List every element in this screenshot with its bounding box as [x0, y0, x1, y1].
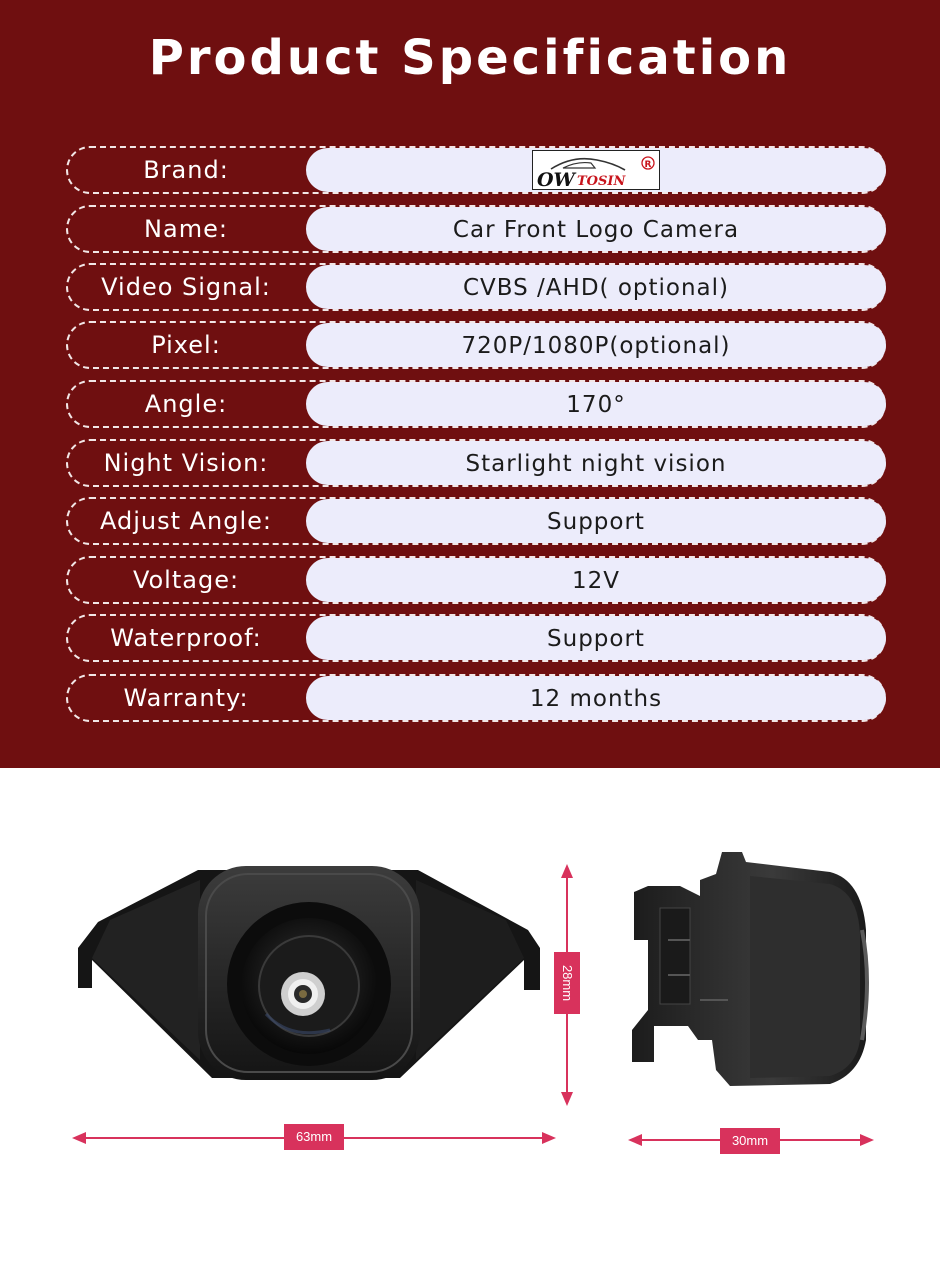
spec-label: Brand: [143, 156, 229, 184]
spec-row-adjust-angle [66, 497, 886, 545]
spec-row-night-vision [66, 439, 886, 487]
brand-logo [532, 150, 660, 190]
svg-text:R: R [644, 160, 652, 170]
spec-label: Adjust Angle: [99, 507, 273, 535]
product-photo-section [0, 768, 940, 1275]
spec-value-pill [306, 616, 886, 660]
spec-row-voltage [66, 556, 886, 604]
spec-value-pill [306, 148, 886, 192]
spec-value-pill [306, 676, 886, 720]
height-dimension-text: 28mm [560, 964, 575, 1002]
spec-row-name [66, 205, 886, 253]
spec-value: CVBS /AHD( optional) [462, 275, 730, 301]
camera-side-view [632, 852, 867, 1086]
height-dimension-label [554, 952, 580, 1014]
depth-dimension-label: 30mm [720, 1128, 780, 1154]
spec-value: Car Front Logo Camera [452, 217, 740, 243]
camera-front-view [78, 866, 540, 1080]
spec-label: Warranty: [123, 684, 249, 712]
spec-value: Support [547, 509, 645, 535]
spec-row-waterproof [66, 614, 886, 662]
spec-value-pill [306, 207, 886, 251]
spec-value: 12 months [529, 686, 663, 712]
spec-value: 720P/1080P(optional) [461, 333, 731, 359]
spec-value-pill [306, 265, 886, 309]
spec-value: Starlight night vision [465, 451, 727, 477]
camera-drawing [0, 768, 940, 1275]
spec-value-pill [306, 499, 886, 543]
page-title: Product Specification [148, 30, 792, 86]
spec-value: 12V [571, 568, 620, 594]
brand-logo-icon [533, 151, 661, 191]
svg-text:TOSIN: TOSIN [577, 174, 626, 189]
spec-label: Angle: [144, 390, 228, 418]
spec-value: Support [547, 626, 645, 652]
spec-value-pill [306, 323, 886, 367]
spec-row-warranty [66, 674, 886, 722]
spec-row-angle [66, 380, 886, 428]
spec-value-pill [306, 558, 886, 602]
width-dimension-label: 63mm [284, 1124, 344, 1150]
spec-value-pill [306, 441, 886, 485]
spec-label: Video Signal: [101, 273, 271, 301]
spec-row-brand [66, 146, 886, 194]
spec-label: Waterproof: [110, 624, 262, 652]
spec-label: Name: [144, 215, 228, 243]
svg-text:OW: OW [537, 169, 575, 191]
spec-label: Pixel: [151, 331, 221, 359]
spec-row-pixel [66, 321, 886, 369]
spec-label: Voltage: [132, 566, 240, 594]
spec-row-video-signal [66, 263, 886, 311]
spec-value-pill [306, 382, 886, 426]
spec-value: 170° [566, 392, 626, 418]
spec-label: Night Vision: [103, 449, 269, 477]
